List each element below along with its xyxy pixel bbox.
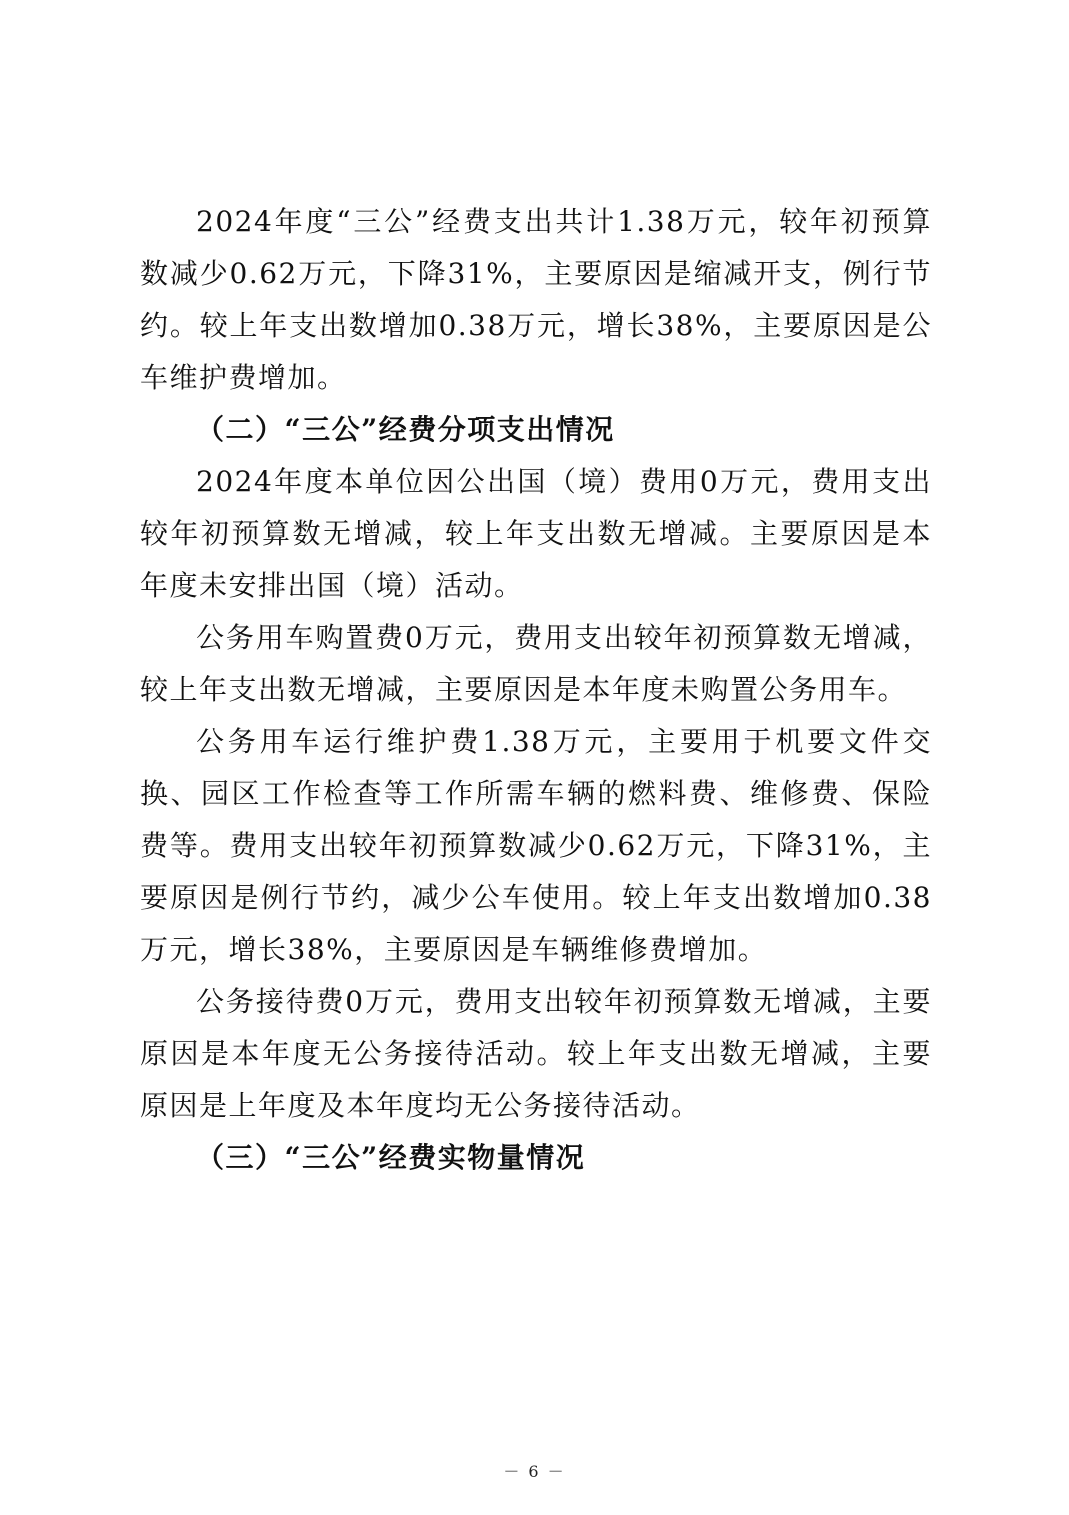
paragraph-vehicle-maintenance: 公务用车运行维护费1.38万元，主要用于机要文件交换、园区工作检查等工作所需车辆的燃料费、维修费、保险费等。费用支出较年初预算数减少0.62万元，下降31%，主要原因是例行节约，减少公车使用。较上年支出数增加0.38万元，增长38%，主要原因是车辆维修费增加。 — [140, 725, 932, 966]
paragraph-total-expenditure: 2024年度“三公”经费支出共计1.38万元，较年初预算数减少0.62万元，下降31%，主要原因是缩减开支，例行节约。较上年支出数增加0.38万元，增长38%，主要原因是公车维护费增加。 — [140, 205, 932, 394]
document-body — [140, 196, 932, 1184]
paragraph-official-reception: 公务接待费0万元，费用支出较年初预算数无增减，主要原因是本年度无公务接待活动。较上年支出数无增减，主要原因是上年度及本年度均无公务接待活动。 — [140, 985, 932, 1122]
section-heading-itemized-expenditure: （二）“三公”经费分项支出情况 — [196, 413, 615, 446]
page-number: － 6 － — [503, 1462, 566, 1481]
section-heading-physical-quantity: （三）“三公”经费实物量情况 — [196, 1141, 586, 1174]
paragraph-vehicle-purchase: 公务用车购置费0万元，费用支出较年初预算数无增减，较上年支出数无增减，主要原因是本年度未购置公务用车。 — [140, 621, 932, 706]
paragraph-overseas-travel: 2024年度本单位因公出国（境）费用0万元，费用支出较年初预算数无增减，较上年支出数无增减。主要原因是本年度未安排出国（境）活动。 — [140, 465, 932, 602]
